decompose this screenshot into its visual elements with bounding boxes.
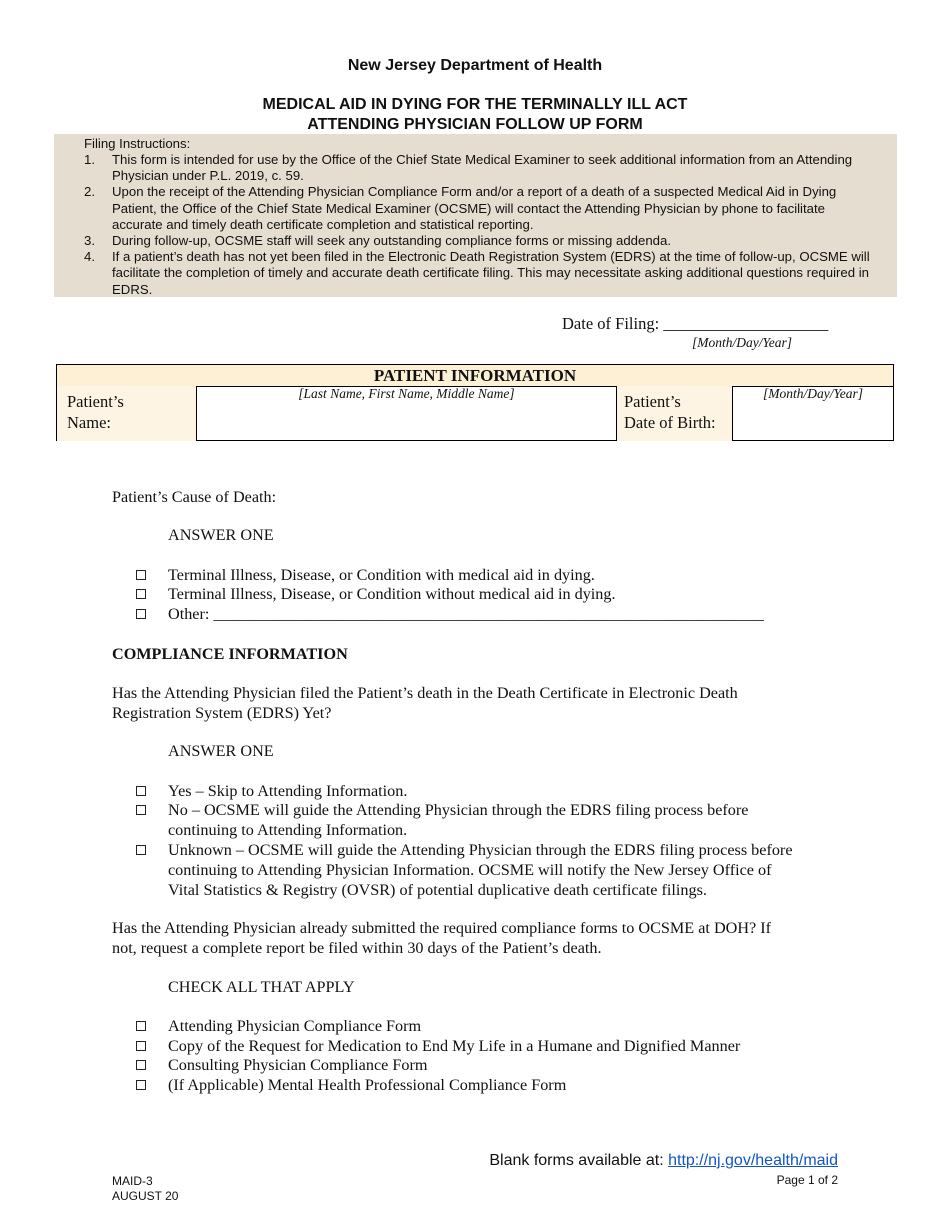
instruction-item: 4. If a patient’s death has not yet been filed in the Electronic Death Registration System (EDRS) at the time of follow-up, OCSME will facilitate the completion of timely and accurate death certificate filing. This may necessitate asking additional questions required in EDRS.: [84, 249, 870, 297]
compliance-forms-question: Has the Attending Physician already submitted the required compliance forms to OCSME at DOH? If not, request a complete report be filed within 30 days of the Patient’s death.: [112, 919, 772, 957]
checkbox[interactable]: [136, 1021, 146, 1031]
checkbox[interactable]: [136, 609, 146, 619]
instructions-list: [84, 152, 874, 298]
patient-name-hint: [Last Name, First Name, Middle Name]: [298, 386, 515, 401]
cause-option-without-maid: Terminal Illness, Disease, or Condition without medical aid in dying.: [168, 584, 616, 604]
checkbox[interactable]: [136, 845, 146, 855]
act-title: MEDICAL AID IN DYING FOR THE TERMINALLY ILL ACT: [262, 96, 688, 113]
instruction-item: 3. During follow-up, OCSME staff will seek any outstanding compliance forms or missing addenda.: [84, 233, 672, 249]
form-title: ATTENDING PHYSICIAN FOLLOW UP FORM: [307, 116, 643, 133]
patient-dob-hint: [Month/Day/Year]: [762, 386, 863, 401]
edrs-option-yes: Yes – Skip to Attending Information.: [168, 781, 407, 801]
other-cause-field[interactable]: ____________________________________________________________________: [213, 605, 764, 623]
patient-name-label-cell: Patient’s Name:: [57, 386, 196, 441]
form-option-attending: Attending Physician Compliance Form: [168, 1016, 421, 1036]
form-option-request: Copy of the Request for Medication to End My Life in a Humane and Dignified Manner: [168, 1036, 740, 1056]
date-of-filing-field[interactable]: ____________________: [663, 314, 829, 333]
edrs-option-no: No – OCSME will guide the Attending Physician through the EDRS filing process before continuing to Attending Information.: [168, 800, 748, 840]
form-option-consulting: Consulting Physician Compliance Form: [168, 1055, 427, 1075]
compliance-heading: COMPLIANCE INFORMATION: [112, 645, 348, 663]
patient-information-table: [56, 364, 894, 441]
page-number: Page 1 of 2: [776, 1173, 838, 1187]
patient-name-field[interactable]: [197, 386, 616, 441]
form-code: MAID-3: [112, 1174, 153, 1188]
edrs-answer-one: ANSWER ONE: [168, 742, 274, 760]
form-code-block: [112, 1174, 178, 1204]
date-of-filing-label: Date of Filing:: [562, 314, 660, 333]
instruction-item: 2. Upon the receipt of the Attending Physician Compliance Form and/or a report of a death of a suspected Medical Aid in Dying Patient, the Office of the Chief State Medical Examiner (OCSME) will contact the Attending Physician by phone to facilitate accurate and timely death certificate completion and statistical reporting.: [84, 184, 837, 232]
edrs-option-unknown: Unknown – OCSME will guide the Attending Physician through the EDRS filing process before continuing to Attending Physician Information. OCSME will notify the New Jersey Office of Vital Statistics & Registry (OVSR) of potential duplicative death certificate filings.: [168, 840, 793, 900]
filing-instructions: [54, 134, 897, 297]
form-option-mental-health: (If Applicable) Mental Health Professional Compliance Form: [168, 1075, 566, 1095]
date-of-filing-hint: [Month/Day/Year]: [692, 335, 793, 350]
checkbox[interactable]: [136, 786, 146, 796]
form-date: AUGUST 20: [112, 1189, 179, 1203]
date-of-filing: [562, 314, 828, 334]
instructions-title: Filing Instructions:: [84, 136, 191, 151]
edrs-question: Has the Attending Physician filed the Patient’s death in the Death Certificate in Electronic Death Registration System (EDRS) Yet?: [112, 684, 738, 722]
cause-option-with-maid: Terminal Illness, Disease, or Condition with medical aid in dying.: [168, 565, 595, 585]
checkbox[interactable]: [136, 805, 146, 815]
check-all-that-apply: CHECK ALL THAT APPLY: [168, 978, 355, 996]
cause-of-death-question: Patient’s Cause of Death:: [112, 488, 277, 506]
patient-dob-field[interactable]: [733, 386, 893, 441]
department-title: New Jersey Department of Health: [347, 57, 603, 74]
checkbox[interactable]: [136, 1060, 146, 1070]
patient-dob-label-cell: Patient’s Date of Birth:: [617, 386, 732, 441]
cause-answer-one: ANSWER ONE: [168, 526, 274, 544]
checkbox[interactable]: [136, 589, 146, 599]
maid-forms-link[interactable]: http://nj.gov/health/maid: [668, 1152, 838, 1169]
cause-option-other: Other: ____________________________________________________________________: [168, 604, 775, 624]
checkbox[interactable]: [136, 570, 146, 580]
checkbox[interactable]: [136, 1041, 146, 1051]
instruction-item: 1. This form is intended for use by the Office of the Chief State Medical Examiner to seek additional information from an Attending Physician under P.L. 2019, c. 59.: [84, 152, 853, 184]
blank-forms-note: Blank forms available at: http://nj.gov/health/maid: [489, 1152, 838, 1169]
checkbox[interactable]: [136, 1080, 146, 1090]
patient-information-heading: PATIENT INFORMATION: [57, 365, 893, 387]
